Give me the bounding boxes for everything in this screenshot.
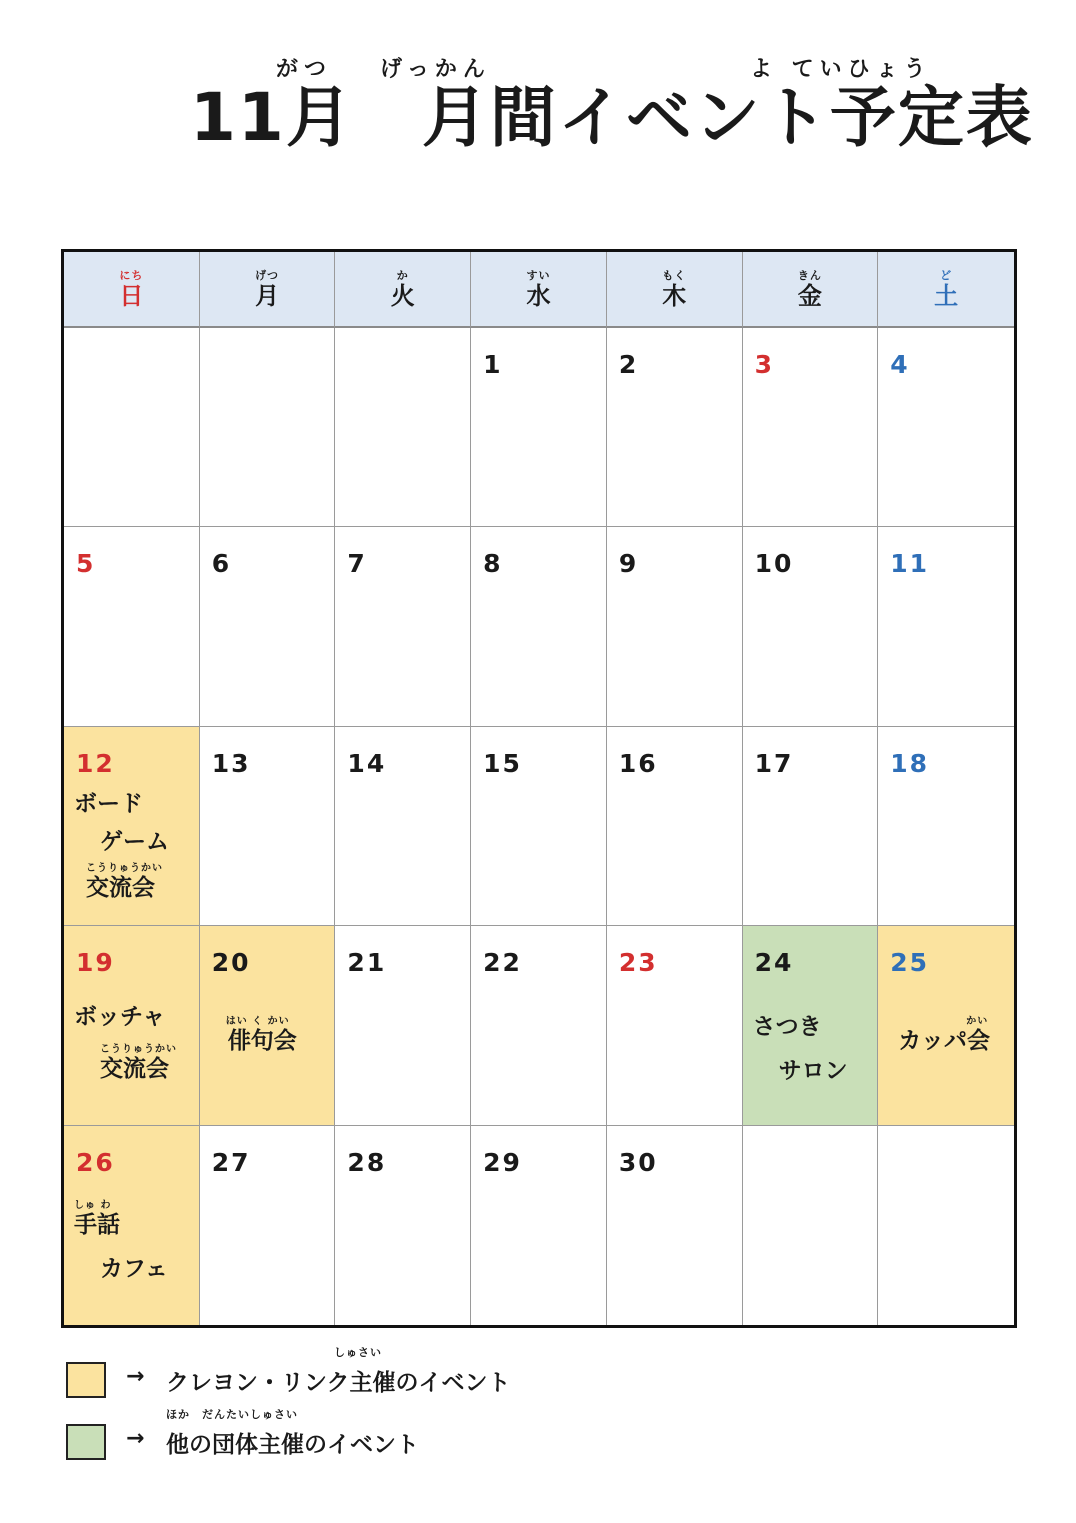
- day-number: 17: [754, 748, 794, 778]
- weekday-label: 水: [526, 281, 551, 310]
- title-block: [0, 52, 1076, 162]
- event-name: カフェ: [100, 1255, 168, 1282]
- weekday-furigana: すい: [526, 268, 551, 282]
- day-cell: [64, 328, 200, 527]
- legend-furigana: ほか だんたいしゅさい: [166, 1408, 298, 1421]
- day-cell: [878, 527, 1014, 726]
- event-name: ゲーム: [100, 828, 169, 855]
- weekday-label: 木: [662, 281, 687, 310]
- day-cell: [64, 527, 200, 726]
- day-cell: [607, 1126, 743, 1325]
- legend-swatch-green: [66, 1424, 106, 1460]
- day-cell: [471, 926, 607, 1125]
- event-name: ボード: [74, 790, 143, 817]
- day-number: 29: [483, 1147, 522, 1177]
- day-number: 8: [483, 549, 503, 579]
- day-number: 18: [890, 748, 930, 778]
- event-name: 交流会: [100, 1056, 169, 1083]
- day-number: 13: [211, 748, 251, 778]
- day-cell: [743, 1126, 879, 1325]
- day-number: 2: [618, 350, 639, 379]
- legend-label: [166, 1346, 511, 1397]
- day-number: 16: [618, 748, 658, 778]
- day-number: 4: [890, 350, 910, 379]
- weekday-furigana: げつ: [255, 268, 280, 282]
- weekday-furigana: か: [396, 268, 409, 282]
- event-name: 俳句会: [227, 1028, 297, 1055]
- day-cell: [335, 926, 471, 1125]
- day-cell: [335, 727, 471, 926]
- weekday-furigana: にち: [119, 268, 144, 282]
- weekday-header: [607, 252, 743, 328]
- weekday-label: 土: [934, 281, 959, 310]
- weekday-furigana: もく: [662, 268, 687, 282]
- day-cell: [64, 926, 200, 1125]
- day-cell: [200, 328, 336, 527]
- day-number: 11: [890, 549, 930, 579]
- day-number: 30: [618, 1147, 658, 1177]
- day-number: 19: [76, 948, 115, 978]
- event-name: ボッチャ: [74, 1004, 166, 1031]
- day-cell: [607, 727, 743, 926]
- weekday-label: 月: [255, 281, 280, 310]
- weekday-header: [200, 252, 336, 328]
- day-cell: [471, 1126, 607, 1325]
- weekday-header: [335, 252, 471, 328]
- event-furigana: こうりゅうかい: [100, 1044, 177, 1056]
- day-cell: [743, 727, 879, 926]
- weekday-label: 火: [390, 281, 415, 310]
- day-number: 1: [483, 350, 503, 379]
- day-cell: [64, 727, 200, 926]
- day-number: 10: [754, 549, 794, 579]
- title-ruby-gatsu: がつ: [276, 57, 333, 82]
- day-cell: [335, 1126, 471, 1325]
- page-title: 11月 月間イベント予定表: [190, 79, 1034, 156]
- day-cell: [743, 527, 879, 726]
- day-cell: [607, 527, 743, 726]
- day-number: 14: [347, 748, 387, 778]
- day-number: 26: [76, 1147, 115, 1177]
- day-number: 24: [754, 948, 794, 978]
- day-number: 15: [483, 748, 522, 778]
- day-cell: [471, 328, 607, 527]
- day-cell: [878, 328, 1014, 527]
- day-cell: [878, 926, 1014, 1125]
- event-furigana: しゅ わ: [74, 1199, 112, 1211]
- weekday-header: [743, 252, 879, 328]
- event-furigana: はい く かい: [225, 1016, 290, 1028]
- day-number: 23: [618, 948, 658, 978]
- day-number: 28: [347, 1147, 387, 1177]
- title-ruby-yoteihyou: よ ていひょう: [750, 57, 932, 82]
- event-name: 手話: [74, 1211, 120, 1238]
- day-cell: [335, 328, 471, 527]
- weekday-header: [64, 252, 200, 328]
- day-cell: [743, 328, 879, 527]
- day-cell: [607, 926, 743, 1125]
- calendar: [61, 249, 1017, 1328]
- legend-text: 他の団体主催のイベント: [166, 1432, 419, 1458]
- weekday-header: [878, 252, 1014, 328]
- day-number: 12: [76, 748, 115, 778]
- day-cell: [878, 727, 1014, 926]
- legend-furigana: しゅさい: [334, 1346, 382, 1359]
- legend-swatch-yellow: [66, 1362, 106, 1398]
- day-number: 3: [754, 350, 774, 379]
- arrow-icon: →: [126, 1426, 145, 1451]
- weekday-furigana: ど: [940, 268, 953, 282]
- legend-label: [166, 1408, 419, 1459]
- event-name: カッパ会: [898, 1028, 991, 1055]
- day-cell: [471, 727, 607, 926]
- legend-text: クレヨン・リンク主催のイベント: [166, 1370, 511, 1396]
- arrow-icon: →: [126, 1364, 145, 1389]
- weekday-furigana: きん: [797, 268, 822, 282]
- day-number: 27: [211, 1147, 251, 1177]
- day-number: 5: [76, 549, 96, 579]
- weekday-label: 日: [119, 281, 144, 310]
- event-furigana: こうりゅうかい: [86, 862, 163, 874]
- weekday-label: 金: [797, 281, 822, 310]
- title-ruby-gekkan: げっかん: [380, 57, 491, 82]
- day-number: 20: [211, 948, 251, 978]
- day-cell: [335, 527, 471, 726]
- day-cell: [743, 926, 879, 1125]
- weekday-header: [471, 252, 607, 328]
- day-number: 7: [347, 549, 367, 579]
- day-cell: [200, 527, 336, 726]
- day-number: 6: [211, 549, 232, 579]
- day-number: 25: [890, 948, 930, 978]
- day-number: 9: [618, 549, 639, 579]
- day-cell: [64, 1126, 200, 1325]
- day-number: 21: [347, 948, 387, 978]
- event-name: さつき: [752, 1014, 822, 1041]
- day-cell: [471, 527, 607, 726]
- calendar-grid: [64, 252, 1014, 1325]
- day-cell: [200, 1126, 336, 1325]
- day-cell: [200, 926, 336, 1125]
- day-cell: [200, 727, 336, 926]
- day-cell: [878, 1126, 1014, 1325]
- day-number: 22: [483, 948, 522, 978]
- event-furigana: かい: [966, 1016, 989, 1028]
- day-cell: [607, 328, 743, 527]
- event-name: サロン: [778, 1058, 848, 1085]
- event-name: 交流会: [86, 874, 155, 901]
